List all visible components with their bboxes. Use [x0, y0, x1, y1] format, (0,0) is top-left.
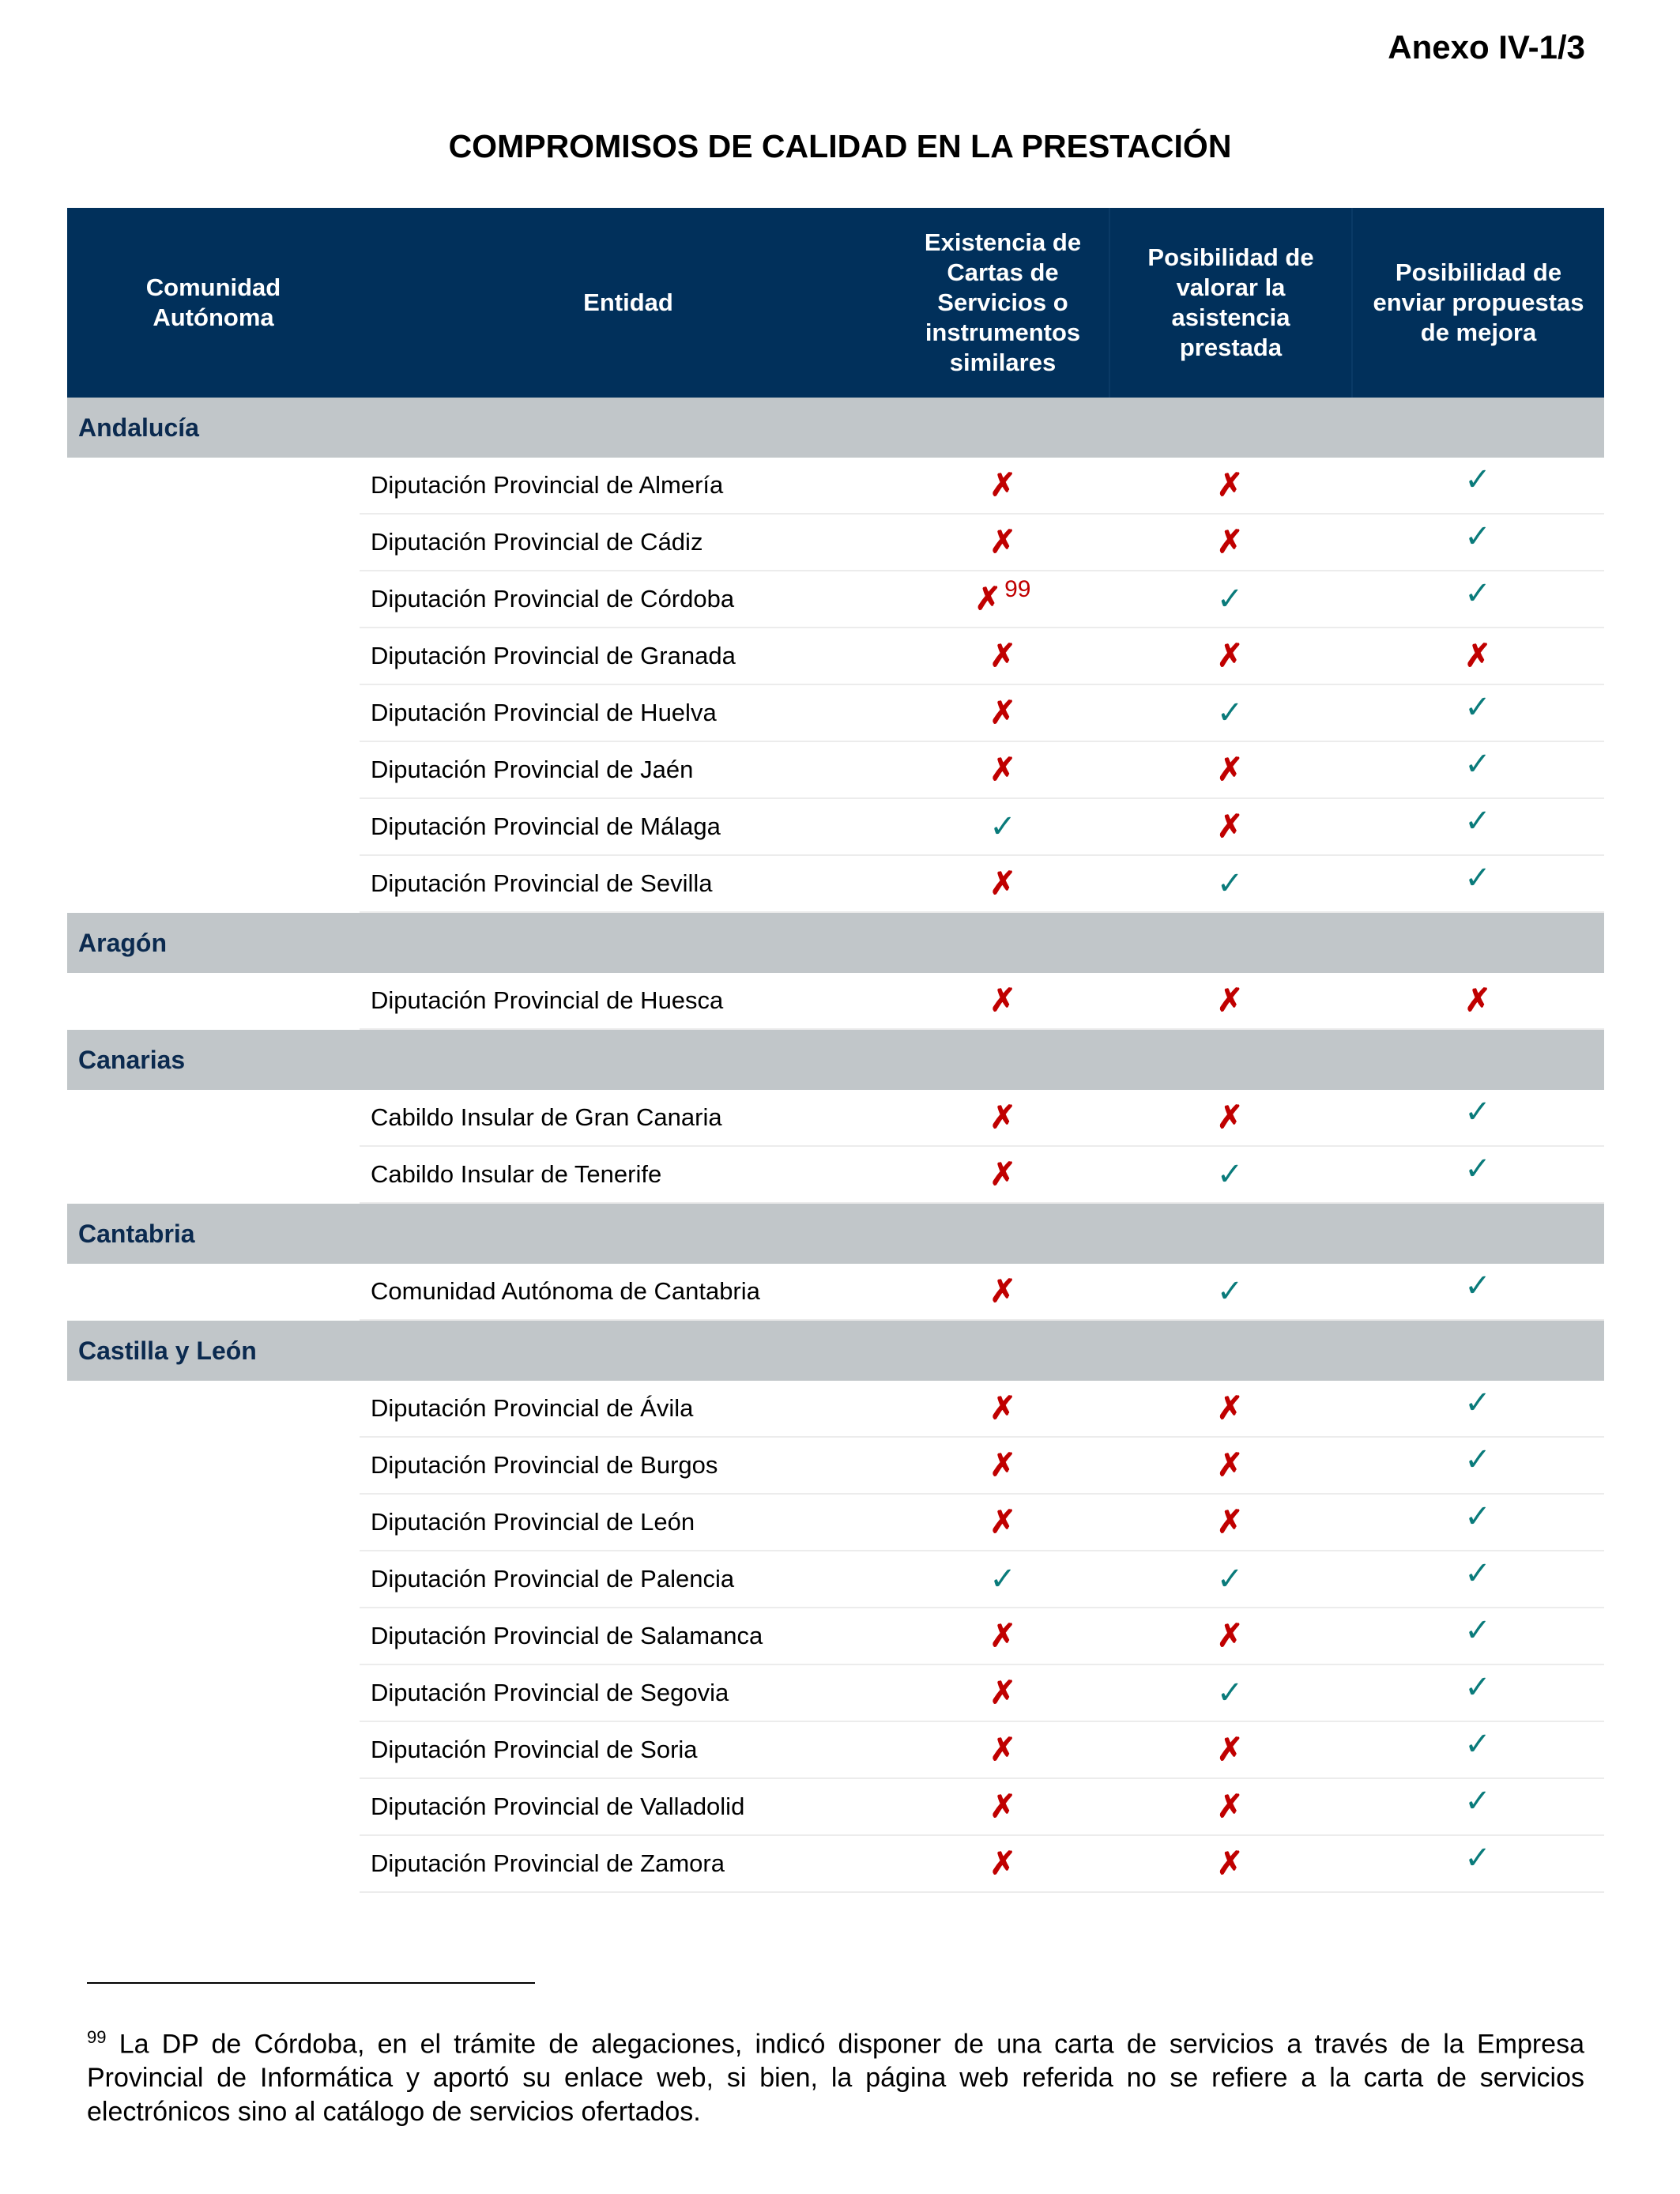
value-cell	[897, 1665, 1109, 1722]
value-cell	[897, 1147, 1109, 1204]
value-cell	[1109, 1495, 1351, 1551]
value-cell	[897, 1381, 1109, 1438]
cross-icon: ✗	[1216, 1789, 1244, 1824]
value-cell	[1109, 799, 1351, 856]
value-cell	[897, 742, 1109, 799]
entity-name: Diputación Provincial de Ávila	[360, 1381, 897, 1438]
value-cell	[897, 1836, 1109, 1893]
cross-icon: ✗	[989, 1619, 1016, 1653]
entity-name: Diputación Provincial de León	[360, 1495, 897, 1551]
header-valorar: Posibilidad de valorar la asistencia prestada	[1109, 208, 1351, 398]
value-cell	[1109, 1836, 1351, 1893]
cross-icon: ✗	[1216, 1100, 1244, 1135]
cross-icon: ✗	[974, 582, 1002, 616]
entity-name: Diputación Provincial de Huelva	[360, 685, 897, 742]
header-comunidad: Comunidad Autónoma	[145, 273, 281, 331]
table-row	[67, 1551, 1604, 1608]
value-cell	[1351, 799, 1604, 856]
table-row	[67, 1381, 1604, 1438]
check-icon: ✓	[1464, 576, 1491, 611]
entity-name: Diputación Provincial de Huesca	[360, 973, 897, 1030]
check-icon: ✓	[1216, 1676, 1244, 1710]
check-icon: ✓	[1464, 462, 1491, 497]
cross-icon: ✗	[1216, 809, 1244, 844]
entity-name: Diputación Provincial de Valladolid	[360, 1779, 897, 1836]
check-icon: ✓	[1464, 1727, 1491, 1762]
value-cell	[1351, 1381, 1604, 1438]
footnote-ref: 99	[1004, 576, 1031, 602]
value-cell	[1351, 1836, 1604, 1893]
entity-name: Diputación Provincial de Burgos	[360, 1438, 897, 1495]
check-icon: ✓	[989, 809, 1016, 844]
check-icon: ✓	[1464, 1385, 1491, 1420]
check-icon: ✓	[1464, 519, 1491, 554]
value-cell	[1109, 1551, 1351, 1608]
check-icon: ✓	[1464, 861, 1491, 895]
value-cell	[1351, 628, 1604, 685]
value-cell	[897, 799, 1109, 856]
check-icon: ✓	[1464, 690, 1491, 725]
table-row	[67, 515, 1604, 571]
check-icon: ✓	[1464, 1269, 1491, 1303]
cross-icon: ✗	[1216, 1846, 1244, 1881]
entity-name: Diputación Provincial de Zamora	[360, 1836, 897, 1893]
footnote-number: 99	[87, 2027, 107, 2047]
table-row	[67, 1779, 1604, 1836]
cross-icon: ✗	[989, 1391, 1016, 1426]
value-cell	[1109, 628, 1351, 685]
value-cell	[897, 458, 1109, 515]
value-cell	[897, 571, 1109, 628]
value-cell	[897, 1551, 1109, 1608]
value-cell	[1109, 571, 1351, 628]
cross-icon: ✗	[989, 696, 1016, 730]
check-icon: ✓	[1216, 1562, 1244, 1596]
entity-name: Diputación Provincial de Segovia	[360, 1665, 897, 1722]
cross-icon: ✗	[1464, 639, 1491, 673]
table-row	[67, 1147, 1604, 1204]
check-icon: ✓	[1464, 1442, 1491, 1477]
entity-name: Diputación Provincial de Cádiz	[360, 515, 897, 571]
cross-icon: ✗	[989, 1448, 1016, 1483]
group-row: Aragón	[67, 913, 1604, 973]
value-cell	[1351, 515, 1604, 571]
value-cell	[1109, 1381, 1351, 1438]
entity-name: Diputación Provincial de Palencia	[360, 1551, 897, 1608]
cross-icon: ✗	[1216, 1619, 1244, 1653]
value-cell	[897, 1090, 1109, 1147]
value-cell	[1351, 1495, 1604, 1551]
cross-icon: ✗	[1216, 983, 1244, 1018]
cross-icon: ✗	[989, 983, 1016, 1018]
value-cell	[1351, 1608, 1604, 1665]
table-header	[67, 208, 1604, 398]
value-cell	[1109, 1438, 1351, 1495]
cross-icon: ✗	[989, 1732, 1016, 1767]
value-cell	[1109, 1779, 1351, 1836]
cross-icon: ✗	[1216, 468, 1244, 503]
header-cartas: Existencia de Cartas de Servicios o instrumentos similares	[924, 228, 1082, 376]
value-cell	[897, 856, 1109, 913]
cross-icon: ✗	[1216, 1732, 1244, 1767]
cross-icon: ✗	[989, 1846, 1016, 1881]
cross-icon: ✗	[989, 468, 1016, 503]
cross-icon: ✗	[1216, 752, 1244, 787]
cross-icon: ✗	[1216, 1448, 1244, 1483]
entity-name: Cabildo Insular de Gran Canaria	[360, 1090, 897, 1147]
check-icon: ✓	[1464, 1095, 1491, 1129]
table-row	[67, 856, 1604, 913]
table-row	[67, 1090, 1604, 1147]
check-icon: ✓	[1464, 1613, 1491, 1648]
table-row	[67, 1836, 1604, 1893]
group-row: Cantabria	[67, 1204, 1604, 1264]
value-cell	[1109, 973, 1351, 1030]
footnote-separator	[87, 1982, 535, 1984]
table-row	[67, 1608, 1604, 1665]
cross-icon: ✗	[1464, 983, 1491, 1018]
table-row	[67, 1495, 1604, 1551]
value-cell	[897, 973, 1109, 1030]
check-icon: ✓	[1216, 866, 1244, 901]
group-row: Canarias	[67, 1030, 1604, 1090]
cross-icon: ✗	[1216, 1391, 1244, 1426]
value-cell	[1351, 856, 1604, 913]
check-icon: ✓	[1464, 1556, 1491, 1591]
check-icon: ✓	[989, 1562, 1016, 1596]
value-cell	[1109, 1608, 1351, 1665]
entity-name: Diputación Provincial de Jaén	[360, 742, 897, 799]
value-cell	[897, 1438, 1109, 1495]
value-cell	[1109, 685, 1351, 742]
value-cell	[1351, 1779, 1604, 1836]
table-row	[67, 973, 1604, 1030]
cross-icon: ✗	[989, 1274, 1016, 1309]
entity-name: Diputación Provincial de Córdoba	[360, 571, 897, 628]
entity-name: Diputación Provincial de Sevilla	[360, 856, 897, 913]
check-icon: ✓	[1464, 1152, 1491, 1186]
value-cell	[897, 1608, 1109, 1665]
entity-name: Diputación Provincial de Málaga	[360, 799, 897, 856]
table-row	[67, 1438, 1604, 1495]
value-cell	[1351, 1551, 1604, 1608]
value-cell	[897, 628, 1109, 685]
table-row	[67, 1722, 1604, 1779]
value-cell	[897, 1722, 1109, 1779]
value-cell	[1351, 1438, 1604, 1495]
table-row	[67, 571, 1604, 628]
cross-icon: ✗	[989, 1157, 1016, 1192]
table-row	[67, 685, 1604, 742]
cross-icon: ✗	[989, 1676, 1016, 1710]
cross-icon: ✗	[989, 639, 1016, 673]
check-icon: ✓	[1464, 804, 1491, 839]
table-row	[67, 628, 1604, 685]
value-cell	[1351, 1665, 1604, 1722]
check-icon: ✓	[1216, 1157, 1244, 1192]
value-cell	[1109, 856, 1351, 913]
value-cell	[1351, 1264, 1604, 1321]
value-cell	[1351, 1147, 1604, 1204]
check-icon: ✓	[1464, 1499, 1491, 1534]
table-row	[67, 742, 1604, 799]
value-cell	[897, 1779, 1109, 1836]
cross-icon: ✗	[989, 752, 1016, 787]
value-cell	[1351, 685, 1604, 742]
table-row	[67, 458, 1604, 515]
value-cell	[1109, 515, 1351, 571]
check-icon: ✓	[1464, 1670, 1491, 1705]
group-row: Castilla y León	[67, 1321, 1604, 1381]
entity-name: Cabildo Insular de Tenerife	[360, 1147, 897, 1204]
cross-icon: ✗	[1216, 639, 1244, 673]
value-cell	[897, 685, 1109, 742]
entity-name: Diputación Provincial de Almería	[360, 458, 897, 515]
cross-icon: ✗	[989, 1505, 1016, 1540]
value-cell	[1109, 1665, 1351, 1722]
value-cell	[1109, 458, 1351, 515]
cross-icon: ✗	[1216, 1505, 1244, 1540]
value-cell	[1351, 1090, 1604, 1147]
value-cell	[897, 1495, 1109, 1551]
value-cell	[1109, 1090, 1351, 1147]
value-cell	[1351, 1722, 1604, 1779]
header-propuestas: Posibilidad de enviar propuestas de mejora	[1351, 208, 1604, 398]
footnote	[87, 2020, 1584, 2129]
entity-name: Comunidad Autónoma de Cantabria	[360, 1264, 897, 1321]
cross-icon: ✗	[989, 1100, 1016, 1135]
cross-icon: ✗	[989, 1789, 1016, 1824]
table-row	[67, 799, 1604, 856]
check-icon: ✓	[1464, 1841, 1491, 1875]
cross-icon: ✗	[1216, 525, 1244, 560]
cross-icon: ✗	[989, 525, 1016, 560]
entity-name: Diputación Provincial de Granada	[360, 628, 897, 685]
page-title: COMPROMISOS DE CALIDAD EN LA PRESTACIÓN	[448, 128, 1232, 164]
value-cell	[1351, 742, 1604, 799]
value-cell	[1109, 742, 1351, 799]
check-icon: ✓	[1464, 747, 1491, 782]
value-cell	[897, 515, 1109, 571]
check-icon: ✓	[1464, 1784, 1491, 1819]
value-cell	[1109, 1147, 1351, 1204]
check-icon: ✓	[1216, 582, 1244, 616]
value-cell	[1351, 973, 1604, 1030]
entity-name: Diputación Provincial de Salamanca	[360, 1608, 897, 1665]
table-row	[67, 1264, 1604, 1321]
header-entidad: Entidad	[583, 288, 673, 316]
table-body	[67, 398, 1604, 1893]
table-row	[67, 1665, 1604, 1722]
check-icon: ✓	[1216, 696, 1244, 730]
value-cell	[897, 1264, 1109, 1321]
footnote-text: La DP de Córdoba, en el trámite de alegaciones, indicó disponer de una carta de servicios a través de la Empresa Provincial de Informática y aportó su enlace web, si bien, la página web referida no se refiere a la carta de servicios electrónicos sino al catálogo de servicios ofertados.	[87, 2029, 1584, 2128]
group-row: Andalucía	[67, 398, 1604, 458]
annex-label: Anexo IV-1/3	[1388, 28, 1585, 66]
value-cell	[1109, 1264, 1351, 1321]
value-cell	[1351, 571, 1604, 628]
cross-icon: ✗	[989, 866, 1016, 901]
value-cell	[1109, 1722, 1351, 1779]
quality-table	[67, 208, 1604, 1893]
value-cell	[1351, 458, 1604, 515]
entity-name: Diputación Provincial de Soria	[360, 1722, 897, 1779]
check-icon: ✓	[1216, 1274, 1244, 1309]
